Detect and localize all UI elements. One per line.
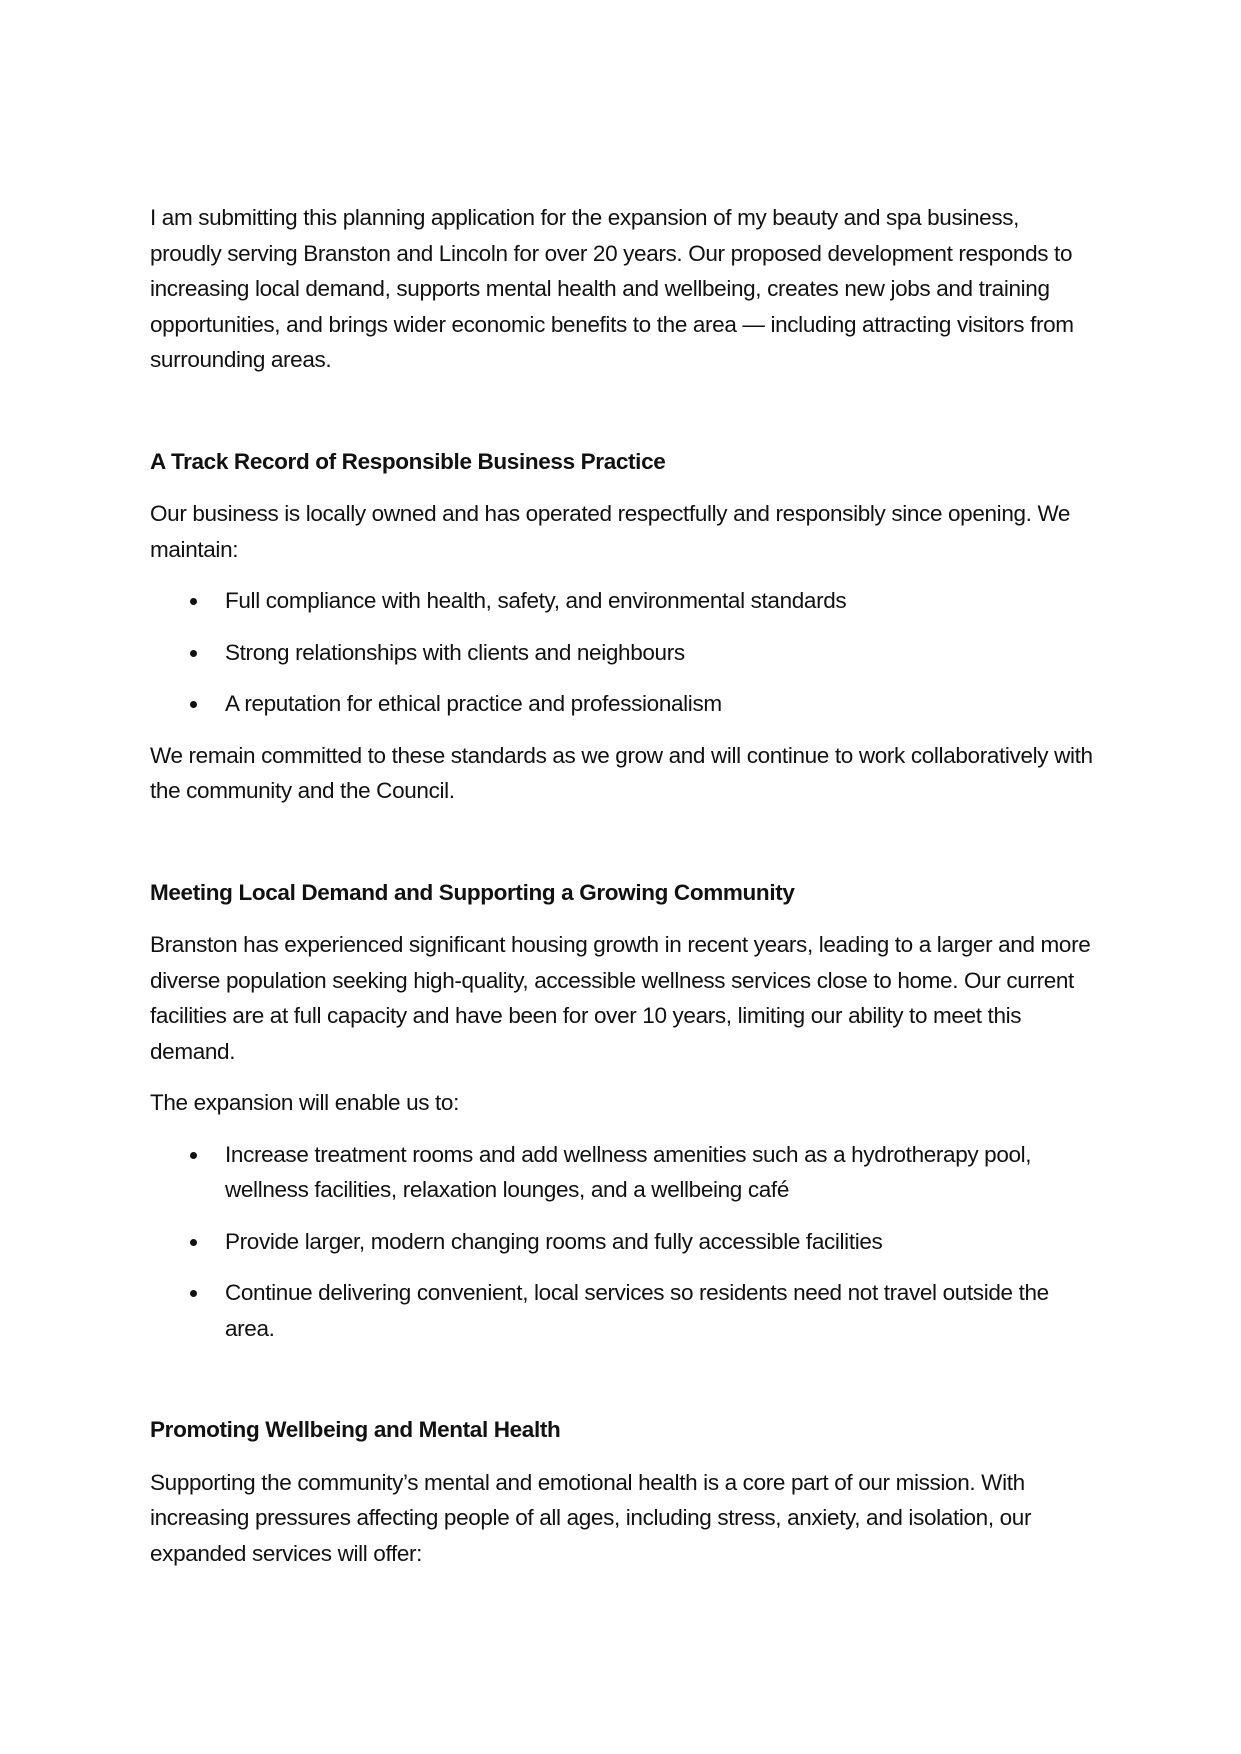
list-item xyxy=(150,686,1095,722)
list-item xyxy=(150,583,1095,619)
list-item xyxy=(150,635,1095,671)
bullet-list xyxy=(150,1137,1095,1347)
section-heading-wellbeing: Promoting Wellbeing and Mental Health xyxy=(150,1417,561,1442)
section-heading-track-record: A Track Record of Responsible Business Practice xyxy=(150,448,666,474)
bullet-icon xyxy=(190,1152,197,1159)
list-item xyxy=(150,1275,1095,1346)
bullet-icon xyxy=(190,1239,197,1246)
section-paragraph: We remain committed to these standards as we grow and will continue to work collaboratively with the community and the Council. xyxy=(150,742,1093,803)
list-item-text: A reputation for ethical practice and professionalism xyxy=(225,691,722,716)
section-paragraph: Branston has experienced significant housing growth in recent years, leading to a larger and more diverse population seeking high-quality, accessible wellness services close to home. Our current facilities are at full capacity and have been for over 10 years, limiting our ability to meet this demand. xyxy=(150,932,1091,1064)
list-item xyxy=(150,1224,1095,1260)
section-paragraph: Our business is locally owned and has operated respectfully and responsibly since opening. We maintain: xyxy=(150,501,1071,562)
section-paragraph: Supporting the community’s mental and emotional health is a core part of our mission. With increasing pressures affecting people of all ages, including stress, anxiety, and isolation, our expanded services will offer: xyxy=(150,1469,1032,1566)
bullet-icon xyxy=(190,650,197,657)
bullet-list xyxy=(150,583,1095,722)
list-item-text: Full compliance with health, safety, and environmental standards xyxy=(225,588,847,613)
list-item-text: Increase treatment rooms and add wellness amenities such as a hydrotherapy pool, wellness facilities, relaxation lounges, and a wellbeing café xyxy=(225,1141,1032,1202)
bullet-icon xyxy=(190,1290,197,1297)
list-item xyxy=(150,1137,1095,1208)
intro-paragraph: I am submitting this planning application for the expansion of my beauty and spa business, proudly serving Branston and Lincoln for over 20 years. Our proposed development responds to increasing local demand, supports mental health and wellbeing, creates new jobs and training opportunities, and brings wider economic benefits to the area — including attracting visitors from surrounding areas. xyxy=(150,205,1074,372)
list-item-text: Strong relationships with clients and neighbours xyxy=(225,639,685,665)
list-item-text: Provide larger, modern changing rooms and fully accessible facilities xyxy=(225,1228,883,1254)
bullet-icon xyxy=(190,598,197,605)
document-page xyxy=(150,200,1095,1587)
list-item-text: Continue delivering convenient, local services so residents need not travel outside the area. xyxy=(225,1280,1049,1341)
bullet-icon xyxy=(190,701,197,708)
section-heading-local-demand: Meeting Local Demand and Supporting a Growing Community xyxy=(150,879,795,905)
section-paragraph: The expansion will enable us to: xyxy=(150,1090,459,1115)
